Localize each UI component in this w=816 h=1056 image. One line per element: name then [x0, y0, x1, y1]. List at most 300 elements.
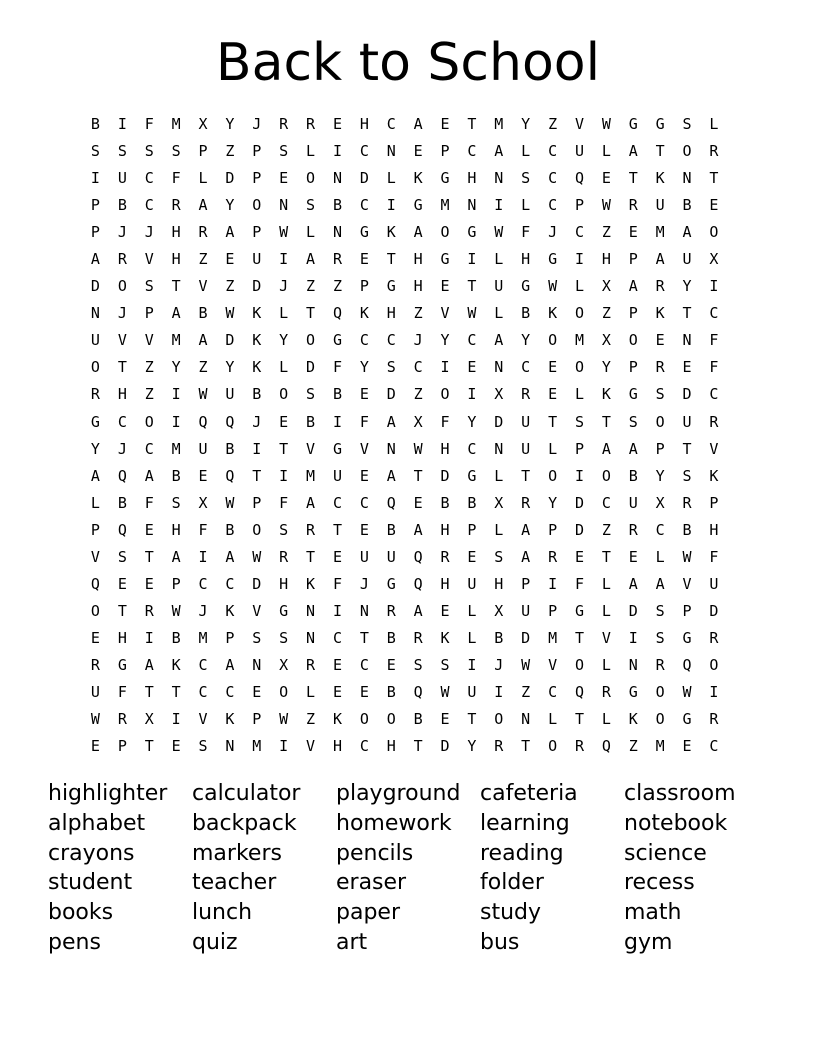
grid-letter[interactable]: K [332, 710, 342, 729]
grid-letter[interactable]: A [198, 331, 208, 350]
grid-letter[interactable]: L [494, 304, 504, 323]
grid-letter[interactable]: U [574, 142, 584, 161]
grid-letter[interactable]: H [386, 737, 396, 756]
grid-letter[interactable]: H [332, 737, 342, 756]
grid-letter[interactable]: D [252, 574, 262, 593]
grid-letter[interactable]: S [655, 628, 665, 647]
grid-letter[interactable]: N [252, 655, 262, 674]
grid-letter[interactable]: O [655, 682, 665, 701]
grid-letter[interactable]: X [494, 601, 504, 620]
grid-letter[interactable]: I [494, 196, 504, 215]
grid-letter[interactable]: T [359, 628, 369, 647]
grid-letter[interactable]: Y [682, 277, 692, 296]
grid-letter[interactable]: E [467, 358, 477, 377]
grid-letter[interactable]: R [521, 493, 531, 512]
grid-letter[interactable]: F [709, 358, 719, 377]
grid-letter[interactable]: A [521, 547, 531, 566]
grid-letter[interactable]: E [682, 737, 692, 756]
grid-letter[interactable]: Y [279, 331, 289, 350]
grid-letter[interactable]: Q [413, 547, 423, 566]
grid-letter[interactable]: E [359, 385, 369, 404]
grid-letter[interactable]: P [225, 628, 235, 647]
grid-letter[interactable]: O [601, 466, 611, 485]
grid-letter[interactable]: A [521, 520, 531, 539]
grid-letter[interactable]: C [225, 574, 235, 593]
grid-letter[interactable]: K [225, 710, 235, 729]
grid-letter[interactable]: P [90, 196, 100, 215]
grid-letter[interactable]: L [306, 142, 316, 161]
grid-letter[interactable]: A [386, 466, 396, 485]
grid-letter[interactable]: T [709, 169, 719, 188]
grid-letter[interactable]: G [90, 412, 100, 431]
grid-letter[interactable]: T [628, 169, 638, 188]
grid-letter[interactable]: P [90, 223, 100, 242]
grid-letter[interactable]: N [306, 601, 316, 620]
grid-letter[interactable]: D [709, 601, 719, 620]
grid-letter[interactable]: O [117, 277, 127, 296]
grid-letter[interactable]: D [494, 412, 504, 431]
grid-letter[interactable]: S [494, 547, 504, 566]
grid-letter[interactable]: F [574, 574, 584, 593]
grid-letter[interactable]: Z [413, 385, 423, 404]
grid-letter[interactable]: D [90, 277, 100, 296]
grid-letter[interactable]: Z [601, 223, 611, 242]
grid-letter[interactable]: T [521, 737, 531, 756]
grid-letter[interactable]: S [682, 466, 692, 485]
grid-letter[interactable]: O [252, 520, 262, 539]
grid-letter[interactable]: T [574, 628, 584, 647]
grid-letter[interactable]: P [90, 520, 100, 539]
grid-letter[interactable]: R [521, 385, 531, 404]
grid-letter[interactable]: R [306, 520, 316, 539]
grid-letter[interactable]: C [467, 439, 477, 458]
grid-letter[interactable]: R [494, 737, 504, 756]
grid-letter[interactable]: F [440, 412, 450, 431]
grid-letter[interactable]: E [332, 115, 342, 133]
grid-letter[interactable]: V [574, 115, 584, 133]
grid-letter[interactable]: F [279, 493, 289, 512]
grid-letter[interactable]: R [144, 601, 154, 620]
grid-letter[interactable]: S [252, 628, 262, 647]
grid-letter[interactable]: W [494, 223, 504, 242]
grid-letter[interactable]: H [413, 250, 423, 269]
grid-letter[interactable]: U [252, 250, 262, 269]
grid-letter[interactable]: W [171, 601, 181, 620]
grid-letter[interactable]: B [494, 628, 504, 647]
grid-letter[interactable]: C [601, 493, 611, 512]
grid-letter[interactable]: E [279, 412, 289, 431]
grid-letter[interactable]: O [306, 169, 316, 188]
grid-letter[interactable]: Z [306, 277, 316, 296]
grid-letter[interactable]: E [90, 737, 100, 756]
grid-letter[interactable]: E [440, 710, 450, 729]
grid-letter[interactable]: W [601, 115, 611, 133]
grid-letter[interactable]: L [548, 710, 558, 729]
grid-letter[interactable]: U [682, 250, 692, 269]
grid-letter[interactable]: I [171, 385, 181, 404]
grid-letter[interactable]: J [252, 412, 262, 431]
grid-letter[interactable]: U [682, 412, 692, 431]
grid-letter[interactable]: U [198, 439, 208, 458]
grid-letter[interactable]: B [386, 628, 396, 647]
grid-letter[interactable]: X [144, 710, 154, 729]
grid-letter[interactable]: I [90, 169, 100, 188]
grid-letter[interactable]: C [144, 439, 154, 458]
grid-letter[interactable]: G [682, 710, 692, 729]
grid-letter[interactable]: Q [601, 737, 611, 756]
grid-letter[interactable]: I [467, 385, 477, 404]
grid-letter[interactable]: R [709, 412, 719, 431]
grid-letter[interactable]: B [252, 385, 262, 404]
grid-letter[interactable]: B [413, 710, 423, 729]
grid-letter[interactable]: C [359, 142, 369, 161]
grid-letter[interactable]: B [198, 304, 208, 323]
grid-letter[interactable]: S [306, 196, 316, 215]
grid-letter[interactable]: M [574, 331, 584, 350]
grid-letter[interactable]: L [601, 574, 611, 593]
grid-letter[interactable]: H [117, 385, 127, 404]
grid-letter[interactable]: D [306, 358, 316, 377]
grid-letter[interactable]: E [359, 682, 369, 701]
grid-letter[interactable]: V [601, 628, 611, 647]
grid-letter[interactable]: T [655, 142, 665, 161]
grid-letter[interactable]: T [682, 439, 692, 458]
grid-letter[interactable]: W [548, 277, 558, 296]
grid-letter[interactable]: X [494, 385, 504, 404]
grid-letter[interactable]: T [171, 277, 181, 296]
grid-letter[interactable]: T [332, 520, 342, 539]
grid-letter[interactable]: G [440, 169, 450, 188]
grid-letter[interactable]: S [306, 385, 316, 404]
grid-letter[interactable]: H [279, 574, 289, 593]
grid-letter[interactable]: C [198, 655, 208, 674]
grid-letter[interactable]: G [332, 331, 342, 350]
grid-letter[interactable]: S [117, 142, 127, 161]
grid-letter[interactable]: A [198, 196, 208, 215]
grid-letter[interactable]: E [359, 466, 369, 485]
grid-letter[interactable]: B [386, 682, 396, 701]
grid-letter[interactable]: H [171, 223, 181, 242]
grid-letter[interactable]: O [655, 710, 665, 729]
grid-letter[interactable]: R [709, 142, 719, 161]
grid-letter[interactable]: S [574, 412, 584, 431]
grid-letter[interactable]: L [467, 601, 477, 620]
grid-letter[interactable]: J [494, 655, 504, 674]
grid-letter[interactable]: L [655, 547, 665, 566]
grid-letter[interactable]: R [655, 277, 665, 296]
grid-letter[interactable]: R [601, 682, 611, 701]
grid-letter[interactable]: N [359, 601, 369, 620]
grid-letter[interactable]: R [306, 655, 316, 674]
grid-letter[interactable]: A [225, 547, 235, 566]
grid-letter[interactable]: Q [90, 574, 100, 593]
grid-letter[interactable]: Y [467, 412, 477, 431]
grid-letter[interactable]: A [655, 574, 665, 593]
grid-letter[interactable]: P [574, 439, 584, 458]
grid-letter[interactable]: W [279, 223, 289, 242]
grid-letter[interactable]: S [628, 412, 638, 431]
grid-letter[interactable]: Z [548, 115, 558, 133]
grid-letter[interactable]: K [628, 710, 638, 729]
grid-letter[interactable]: X [494, 493, 504, 512]
grid-letter[interactable]: H [440, 439, 450, 458]
grid-letter[interactable]: G [655, 115, 665, 133]
grid-letter[interactable]: O [90, 601, 100, 620]
grid-letter[interactable]: C [198, 682, 208, 701]
grid-letter[interactable]: G [682, 628, 692, 647]
grid-letter[interactable]: G [332, 439, 342, 458]
grid-letter[interactable]: W [682, 547, 692, 566]
grid-letter[interactable]: D [386, 385, 396, 404]
grid-letter[interactable]: A [90, 466, 100, 485]
grid-letter[interactable]: L [279, 304, 289, 323]
grid-letter[interactable]: R [171, 196, 181, 215]
grid-letter[interactable]: Y [601, 358, 611, 377]
grid-letter[interactable]: T [548, 412, 558, 431]
grid-letter[interactable]: M [440, 196, 450, 215]
grid-letter[interactable]: P [359, 277, 369, 296]
grid-letter[interactable]: E [252, 682, 262, 701]
grid-letter[interactable]: T [252, 466, 262, 485]
grid-letter[interactable]: I [574, 466, 584, 485]
grid-letter[interactable]: E [90, 628, 100, 647]
grid-letter[interactable]: N [90, 304, 100, 323]
grid-letter[interactable]: R [117, 250, 127, 269]
grid-letter[interactable]: Z [225, 277, 235, 296]
grid-letter[interactable]: W [440, 682, 450, 701]
grid-letter[interactable]: M [306, 466, 316, 485]
grid-letter[interactable]: E [332, 655, 342, 674]
grid-letter[interactable]: Q [574, 169, 584, 188]
grid-letter[interactable]: F [117, 682, 127, 701]
grid-letter[interactable]: N [467, 196, 477, 215]
grid-letter[interactable]: F [171, 169, 181, 188]
grid-letter[interactable]: R [198, 223, 208, 242]
grid-letter[interactable]: Y [440, 331, 450, 350]
grid-letter[interactable]: B [521, 304, 531, 323]
grid-letter[interactable]: I [171, 710, 181, 729]
grid-letter[interactable]: W [198, 385, 208, 404]
grid-letter[interactable]: I [574, 250, 584, 269]
grid-letter[interactable]: D [440, 466, 450, 485]
grid-letter[interactable]: E [467, 547, 477, 566]
grid-letter[interactable]: P [467, 520, 477, 539]
grid-letter[interactable]: T [521, 466, 531, 485]
grid-letter[interactable]: E [655, 331, 665, 350]
grid-letter[interactable]: S [90, 142, 100, 161]
grid-letter[interactable]: T [117, 358, 127, 377]
grid-letter[interactable]: A [144, 655, 154, 674]
grid-letter[interactable]: I [709, 682, 719, 701]
grid-letter[interactable]: U [90, 331, 100, 350]
grid-letter[interactable]: T [386, 250, 396, 269]
grid-letter[interactable]: R [709, 628, 719, 647]
grid-letter[interactable]: D [252, 277, 262, 296]
grid-letter[interactable]: N [332, 223, 342, 242]
grid-letter[interactable]: P [252, 710, 262, 729]
grid-letter[interactable]: V [198, 710, 208, 729]
grid-letter[interactable]: T [144, 737, 154, 756]
grid-letter[interactable]: M [171, 439, 181, 458]
grid-letter[interactable]: F [332, 358, 342, 377]
grid-letter[interactable]: C [359, 737, 369, 756]
grid-letter[interactable]: I [252, 439, 262, 458]
grid-letter[interactable]: L [494, 466, 504, 485]
grid-letter[interactable]: Z [144, 358, 154, 377]
grid-letter[interactable]: O [682, 142, 692, 161]
grid-letter[interactable]: F [521, 223, 531, 242]
grid-letter[interactable]: L [521, 196, 531, 215]
grid-letter[interactable]: G [548, 250, 558, 269]
grid-letter[interactable]: P [628, 304, 638, 323]
grid-letter[interactable]: P [521, 574, 531, 593]
grid-letter[interactable]: L [467, 628, 477, 647]
grid-letter[interactable]: W [601, 196, 611, 215]
grid-letter[interactable]: E [117, 574, 127, 593]
grid-letter[interactable]: Z [306, 710, 316, 729]
grid-letter[interactable]: I [386, 196, 396, 215]
grid-letter[interactable]: K [306, 574, 316, 593]
grid-letter[interactable]: P [709, 493, 719, 512]
grid-letter[interactable]: H [601, 250, 611, 269]
grid-letter[interactable]: U [90, 682, 100, 701]
grid-letter[interactable]: H [413, 277, 423, 296]
grid-letter[interactable]: C [144, 196, 154, 215]
grid-letter[interactable]: G [359, 223, 369, 242]
grid-letter[interactable]: N [494, 358, 504, 377]
grid-letter[interactable]: B [386, 520, 396, 539]
grid-letter[interactable]: B [682, 520, 692, 539]
grid-letter[interactable]: F [198, 520, 208, 539]
grid-letter[interactable]: S [144, 142, 154, 161]
grid-letter[interactable]: L [574, 385, 584, 404]
grid-letter[interactable]: U [359, 547, 369, 566]
grid-letter[interactable]: P [252, 169, 262, 188]
grid-letter[interactable]: R [628, 520, 638, 539]
grid-letter[interactable]: A [413, 520, 423, 539]
grid-letter[interactable]: W [413, 439, 423, 458]
grid-letter[interactable]: P [252, 493, 262, 512]
grid-letter[interactable]: A [601, 439, 611, 458]
grid-letter[interactable]: G [386, 574, 396, 593]
grid-letter[interactable]: E [171, 737, 181, 756]
grid-letter[interactable]: E [332, 547, 342, 566]
grid-letter[interactable]: Y [225, 358, 235, 377]
grid-letter[interactable]: D [225, 331, 235, 350]
grid-letter[interactable]: K [252, 304, 262, 323]
grid-letter[interactable]: O [574, 655, 584, 674]
grid-letter[interactable]: Y [655, 466, 665, 485]
grid-letter[interactable]: I [548, 574, 558, 593]
grid-letter[interactable]: E [144, 574, 154, 593]
grid-letter[interactable]: D [359, 169, 369, 188]
grid-letter[interactable]: C [359, 655, 369, 674]
grid-letter[interactable]: O [440, 223, 450, 242]
grid-letter[interactable]: R [440, 547, 450, 566]
grid-letter[interactable]: H [171, 250, 181, 269]
grid-letter[interactable]: C [548, 682, 558, 701]
grid-letter[interactable]: R [90, 385, 100, 404]
grid-letter[interactable]: W [225, 493, 235, 512]
grid-letter[interactable]: T [413, 737, 423, 756]
grid-letter[interactable]: C [386, 115, 396, 133]
grid-letter[interactable]: C [144, 169, 154, 188]
grid-letter[interactable]: E [225, 250, 235, 269]
grid-letter[interactable]: O [279, 385, 289, 404]
grid-letter[interactable]: O [144, 412, 154, 431]
grid-letter[interactable]: V [117, 331, 127, 350]
grid-letter[interactable]: C [548, 142, 558, 161]
grid-letter[interactable]: H [386, 304, 396, 323]
grid-letter[interactable]: W [252, 547, 262, 566]
grid-letter[interactable]: L [574, 277, 584, 296]
grid-letter[interactable]: C [117, 412, 127, 431]
grid-letter[interactable]: E [279, 169, 289, 188]
grid-letter[interactable]: E [413, 142, 423, 161]
grid-letter[interactable]: Z [628, 737, 638, 756]
grid-letter[interactable]: A [494, 331, 504, 350]
grid-letter[interactable]: O [359, 710, 369, 729]
grid-letter[interactable]: E [601, 169, 611, 188]
grid-letter[interactable]: L [279, 358, 289, 377]
grid-letter[interactable]: O [386, 710, 396, 729]
grid-letter[interactable]: Y [521, 115, 531, 133]
grid-letter[interactable]: Q [413, 574, 423, 593]
grid-letter[interactable]: V [359, 439, 369, 458]
grid-letter[interactable]: C [332, 493, 342, 512]
grid-letter[interactable]: H [440, 574, 450, 593]
grid-letter[interactable]: B [117, 493, 127, 512]
grid-letter[interactable]: C [467, 331, 477, 350]
grid-letter[interactable]: Y [359, 358, 369, 377]
grid-letter[interactable]: O [306, 331, 316, 350]
grid-letter[interactable]: K [440, 628, 450, 647]
grid-letter[interactable]: A [628, 277, 638, 296]
grid-letter[interactable]: J [252, 115, 262, 133]
grid-letter[interactable]: O [494, 710, 504, 729]
grid-letter[interactable]: K [709, 466, 719, 485]
grid-letter[interactable]: C [198, 574, 208, 593]
grid-letter[interactable]: P [628, 250, 638, 269]
grid-letter[interactable]: N [386, 439, 396, 458]
grid-letter[interactable]: T [306, 547, 316, 566]
grid-letter[interactable]: D [574, 493, 584, 512]
grid-letter[interactable]: R [90, 655, 100, 674]
grid-letter[interactable]: L [494, 520, 504, 539]
grid-letter[interactable]: B [171, 628, 181, 647]
grid-letter[interactable]: R [655, 655, 665, 674]
grid-letter[interactable]: P [655, 439, 665, 458]
grid-letter[interactable]: I [144, 628, 154, 647]
grid-letter[interactable]: F [709, 331, 719, 350]
grid-letter[interactable]: G [279, 601, 289, 620]
grid-letter[interactable]: Y [548, 493, 558, 512]
grid-letter[interactable]: O [655, 412, 665, 431]
grid-letter[interactable]: R [548, 547, 558, 566]
grid-letter[interactable]: P [144, 304, 154, 323]
grid-letter[interactable]: G [521, 277, 531, 296]
grid-letter[interactable]: Z [198, 250, 208, 269]
grid-letter[interactable]: T [144, 682, 154, 701]
grid-letter[interactable]: P [252, 142, 262, 161]
grid-letter[interactable]: G [467, 466, 477, 485]
grid-letter[interactable]: A [628, 439, 638, 458]
grid-letter[interactable]: X [198, 493, 208, 512]
grid-letter[interactable]: M [655, 223, 665, 242]
grid-letter[interactable]: C [574, 223, 584, 242]
grid-letter[interactable]: Z [144, 385, 154, 404]
grid-letter[interactable]: B [332, 196, 342, 215]
